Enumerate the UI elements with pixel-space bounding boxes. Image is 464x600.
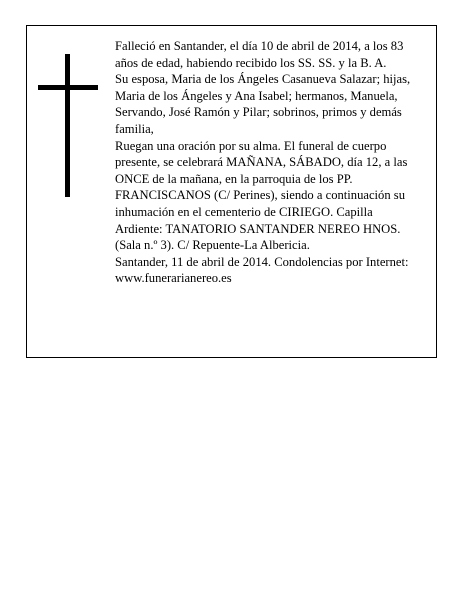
death-announcement: Falleció en Santander, el día 10 de abril de 2014, a los 83 años de edad, habiendo recibido los SS. SS. y la B. A. [115, 39, 404, 70]
notice-text [115, 38, 415, 287]
date-and-condolences: Santander, 11 de abril de 2014. Condolencias por Internet: www.funerarianereo.es [115, 254, 409, 286]
cross-horizontal-bar [38, 85, 98, 90]
family-list: Su esposa, Maria de los Ángeles Casanueva Salazar; hijas, Maria de los Ángeles y Ana Isabel; hermanos, Manuela, Servando, José Ramón y Pilar; sobrinos, primos y demás familia, [115, 72, 411, 136]
obituary-notice [26, 25, 437, 358]
cross-icon [38, 54, 98, 197]
cross-vertical-bar [65, 54, 70, 197]
funeral-details: Ruegan una oración por su alma. El funeral de cuerpo presente, se celebrará MAÑANA, SÁBADO, día 12, a las ONCE de la mañana, en la parroquia de los PP. FRANCISCANOS (C/ Perines), siendo a continuación su inhumación en el cementerio de CIRIEGO. Capilla Ardiente: TANATORIO SANTANDER NEREO HNOS. (Sala n.º 3). C/ Repuente-La Albericia. [115, 138, 408, 253]
